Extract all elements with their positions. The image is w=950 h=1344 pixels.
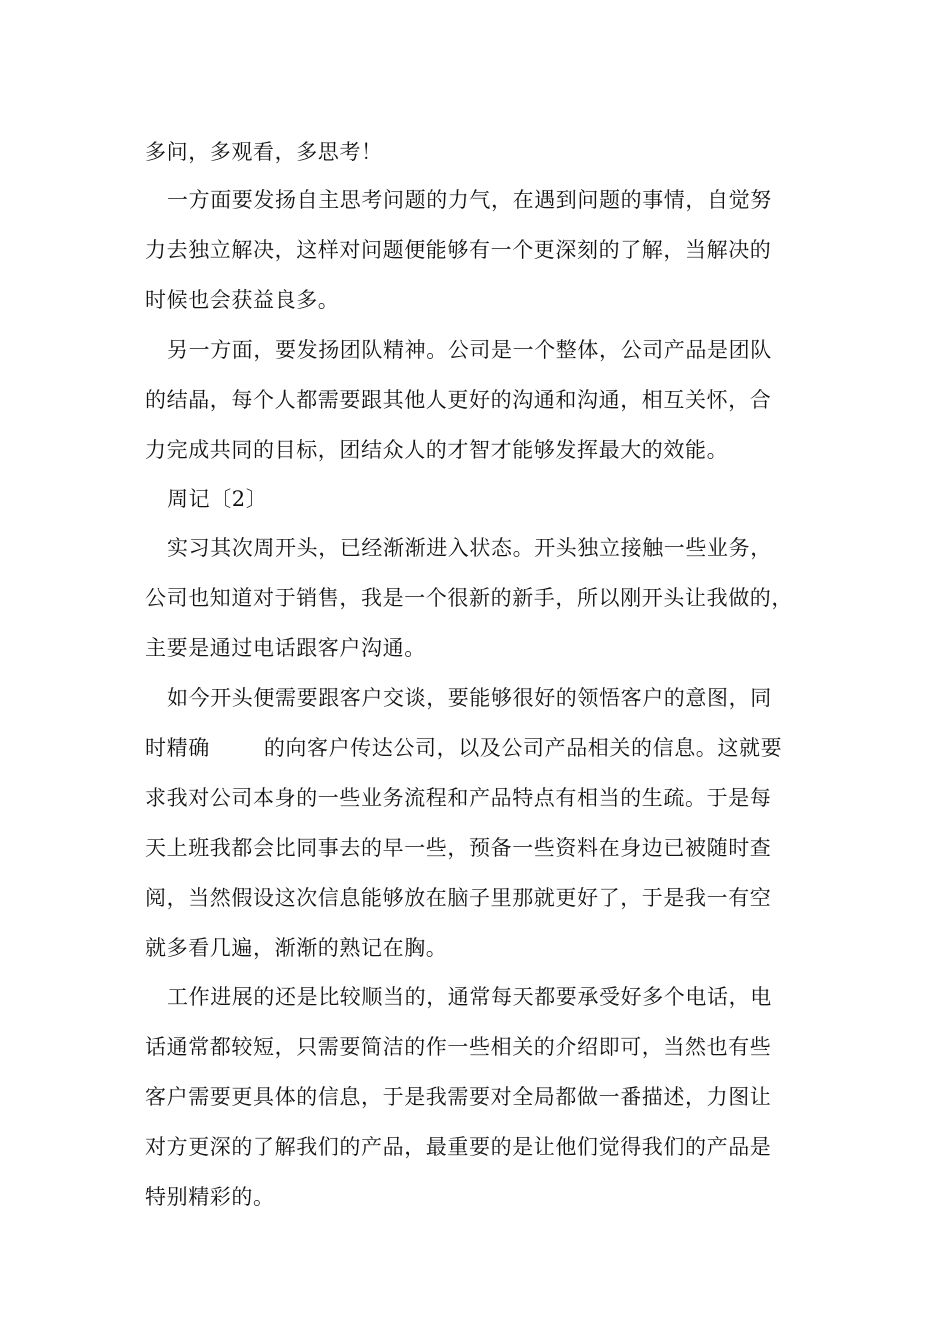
text-segment: 时精确 [145, 736, 210, 760]
text-line-with-gap [145, 733, 782, 763]
paragraph-first-line: 另一方面，要发扬团队精神。公司是一个整体，公司产品是团队 [167, 338, 772, 362]
text-line: 多问，多观看，多思考！ [145, 140, 383, 164]
paragraph-first-line: 一方面要发扬自主思考问题的力气，在遇到问题的事情，自觉努 [167, 188, 772, 212]
text-line: 力完成共同的目标，团结众人的才智才能够发挥最大的效能。 [145, 438, 729, 462]
text-line: 特别精彩的。 [145, 1185, 275, 1209]
text-line: 力去独立解决，这样对问题便能够有一个更深刻的了解，当解决的 [145, 238, 772, 262]
text-segment: 的向客户传达公司，以及公司产品相关的信息。这就要 [263, 736, 783, 760]
paragraph-first-line: 如今开头便需要跟客户交谈，要能够很好的领悟客户的意图，同 [167, 686, 772, 710]
text-line: 就多看几遍，渐渐的熟记在胸。 [145, 936, 448, 960]
text-line: 求我对公司本身的一些业务流程和产品特点有相当的生疏。于是每 [145, 786, 772, 810]
text-line: 天上班我都会比同事去的早一些，预备一些资料在身边已被随时查 [145, 836, 772, 860]
text-line: 客户需要更具体的信息，于是我需要对全局都做一番描述，力图让 [145, 1085, 772, 1109]
paragraph-first-line: 实习其次周开头，已经渐渐进入状态。开头独立接触一些业务， [167, 536, 772, 560]
text-line: 阅，当然假设这次信息能够放在脑子里那就更好了，于是我一有空 [145, 886, 772, 910]
paragraph-first-line: 工作进展的还是比较顺当的，通常每天都要承受好多个电话，电 [167, 985, 772, 1009]
text-line: 主要是通过电话跟客户沟通。 [145, 636, 426, 660]
text-line: 的结晶，每个人都需要跟其他人更好的沟通和沟通，相互关怀，合 [145, 388, 772, 412]
text-line: 对方更深的了解我们的产品，最重要的是让他们觉得我们的产品是 [145, 1135, 772, 1159]
section-heading: 周记〔2〕 [167, 487, 268, 511]
text-line: 话通常都较短，只需要简洁的作一些相关的介绍即可，当然也有些 [145, 1035, 772, 1059]
text-line: 公司也知道对于销售，我是一个很新的新手，所以刚开头让我做的， [145, 586, 793, 610]
text-line: 时候也会获益良多。 [145, 288, 340, 312]
